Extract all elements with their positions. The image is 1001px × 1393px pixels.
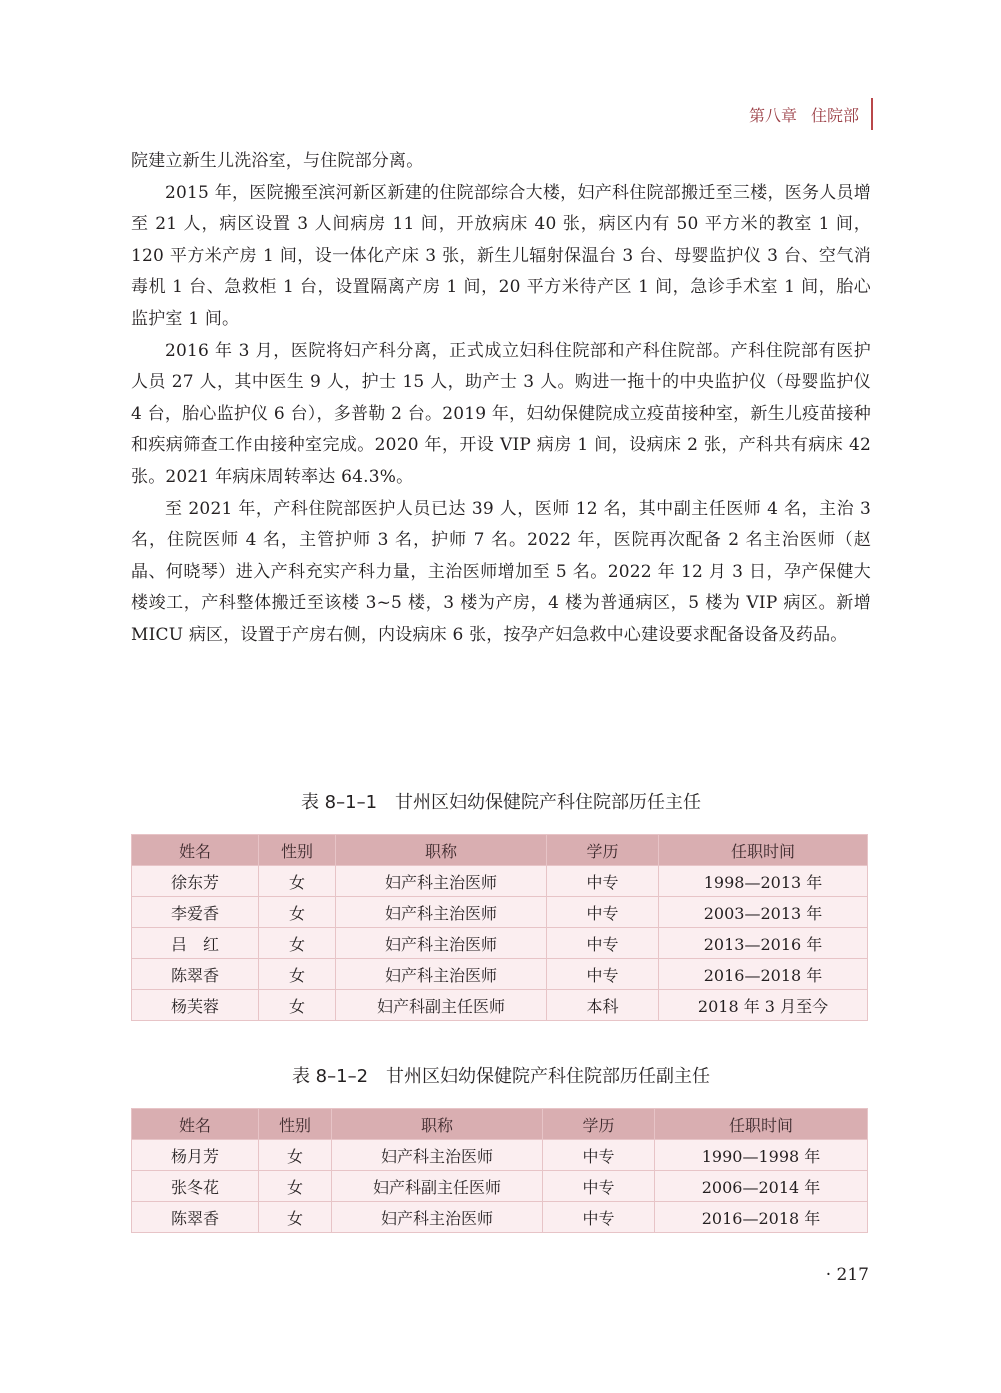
table-row: [132, 1140, 868, 1171]
table-cell: 2003—2013 年: [659, 897, 868, 928]
table-cell: 吕 红: [132, 928, 259, 959]
table-cell: 妇产科副主任医师: [332, 1171, 543, 1202]
table-cell: 中专: [543, 1171, 655, 1202]
paragraph: 院建立新生儿洗浴室，与住院部分离。: [131, 151, 424, 171]
table-cell: 李爱香: [132, 897, 259, 928]
table-row: [132, 897, 868, 928]
table-cell: 妇产科主治医师: [336, 866, 547, 897]
table-cell: 女: [259, 1171, 332, 1202]
table-cell: 本科: [547, 990, 659, 1021]
header-cell: 姓名: [132, 1109, 259, 1140]
deputy-directors-table: [131, 1108, 868, 1233]
table-caption: 表 8–1–2 甘州区妇幼保健院产科住院部历任副主任: [291, 1066, 711, 1087]
header-cell: 姓名: [132, 835, 259, 866]
paragraph: 2016 年 3 月，医院将妇产科分离，正式成立妇科住院部和产科住院部。产科住院部有医护人员 27 人，其中医生 9 人，护士 15 人，助产士 3 人。购进一拖十的中央监护仪（母婴监护仪 4 台，胎心监护仪 6 台），多普勒 2 台。2019 年，妇幼保健院成立疫苗接种室，新生儿疫苗接种和疾病筛查工作由接种室完成。2020 年，开设 VIP 病房 1 间，设病床 2 张，产科共有病床 42 张。2021 年病床周转率达 64.3%。: [131, 340, 871, 487]
table-cell: 1990—1998 年: [655, 1140, 868, 1171]
table-cell: 张冬花: [132, 1171, 259, 1202]
table-cell: 妇产科主治医师: [332, 1140, 543, 1171]
header-cell: 性别: [259, 1109, 332, 1140]
table-cell: 女: [259, 866, 336, 897]
table-row: [132, 928, 868, 959]
table-cell: 女: [259, 897, 336, 928]
table-cell: 女: [259, 990, 336, 1021]
table-cell: 妇产科主治医师: [336, 928, 547, 959]
table-cell: 中专: [547, 866, 659, 897]
table-cell: 徐东芳: [132, 866, 259, 897]
table-cell: 2018 年 3 月至今: [659, 990, 868, 1021]
paragraph: 2015 年，医院搬至滨河新区新建的住院部综合大楼，妇产科住院部搬迁至三楼，医务人员增至 21 人，病区设置 3 人间病房 11 间，开放病床 40 张，病区内有 50 平方米的教室 1 间，120 平方米产房 1 间，设一体化产床 3 张，新生儿辐射保温台 3 台、母婴监护仪 3 台、空气消毒机 1 台、急救柜 1 台，设置隔离产房 1 间，20 平方米待产区 1 间，急诊手术室 1 间，胎心监护室 1 间。: [131, 182, 871, 329]
chapter-label: 第八章: [748, 105, 797, 125]
table-cell: 2006—2014 年: [655, 1171, 868, 1202]
table-cell: 2016—2018 年: [655, 1202, 868, 1233]
table-row: [132, 959, 868, 990]
paragraph: 至 2021 年，产科住院部医护人员已达 39 人，医师 12 名，其中副主任医师 4 名，主治 3 名，住院医师 4 名，主管护师 3 名，护师 7 名。2022 年，医院再次配备 2 名主治医师（赵晶、何晓琴）进入产科充实产科力量，主治医师增加至 5 名。2022 年 12 月 3 日，孕产保健大楼竣工，产科整体搬迁至该楼 3~5 楼，3 楼为产房，4 楼为普通病区，5 楼为 VIP 病区。新增 MICU 病区，设置于产房右侧，内设病床 6 张，按孕产妇急救中心建设要求配备设备及药品。: [131, 498, 871, 645]
table-caption: 表 8–1–1 甘州区妇幼保健院产科住院部历任主任: [300, 792, 702, 813]
table-cell: 中专: [543, 1202, 655, 1233]
directors-table: [131, 834, 868, 1021]
table-cell: 妇产科主治医师: [336, 897, 547, 928]
header-cell: 学历: [543, 1109, 655, 1140]
header-cell: 任职时间: [659, 835, 868, 866]
table-cell: 女: [259, 959, 336, 990]
header-cell: 任职时间: [655, 1109, 868, 1140]
header-cell: 职称: [332, 1109, 543, 1140]
table-cell: 妇产科主治医师: [336, 959, 547, 990]
table-cell: 妇产科主治医师: [332, 1202, 543, 1233]
header-cell: 性别: [259, 835, 336, 866]
table-cell: 女: [259, 1202, 332, 1233]
table-cell: 女: [259, 928, 336, 959]
running-header: [749, 98, 873, 130]
table-cell: 2016—2018 年: [659, 959, 868, 990]
header-cell: 职称: [336, 835, 547, 866]
table-cell: 杨芙蓉: [132, 990, 259, 1021]
table-header-row: [132, 1109, 868, 1140]
table-cell: 1998—2013 年: [659, 866, 868, 897]
table-cell: 中专: [547, 928, 659, 959]
table-cell: 妇产科副主任医师: [336, 990, 547, 1021]
table-row: [132, 1202, 868, 1233]
table-header-row: [132, 835, 868, 866]
table-cell: 2013—2016 年: [659, 928, 868, 959]
table-row: [132, 866, 868, 897]
table-row: [132, 990, 868, 1021]
table-cell: 中专: [543, 1140, 655, 1171]
section-label: 住院部: [810, 105, 859, 125]
table-cell: 中专: [547, 897, 659, 928]
table-cell: 中专: [547, 959, 659, 990]
page-number: · 217: [825, 1265, 869, 1285]
table-cell: 杨月芳: [132, 1140, 259, 1171]
table-row: [132, 1171, 868, 1202]
body-text: [131, 146, 871, 652]
table-cell: 陈翠香: [132, 1202, 259, 1233]
table-cell: 女: [259, 1140, 332, 1171]
table-cell: 陈翠香: [132, 959, 259, 990]
header-cell: 学历: [547, 835, 659, 866]
